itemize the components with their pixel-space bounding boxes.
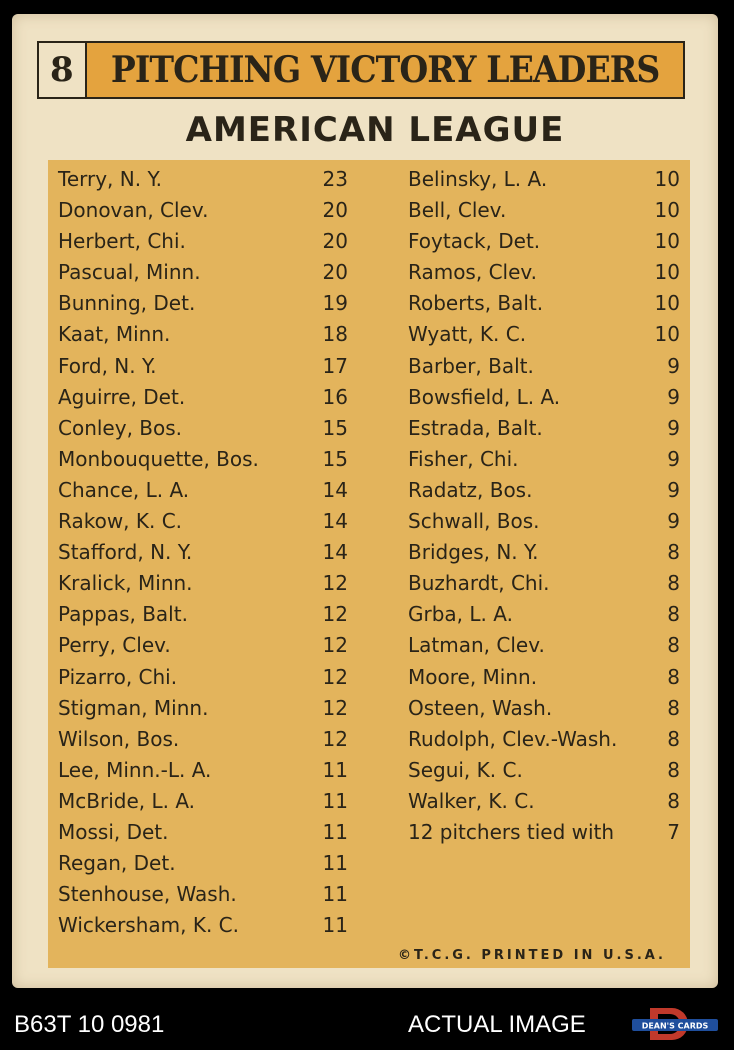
leader-row xyxy=(58,786,348,817)
pitcher-wins: 14 xyxy=(322,540,348,565)
pitcher-name: Pappas, Balt. xyxy=(58,602,188,627)
pitcher-wins: 19 xyxy=(322,291,348,316)
leader-row xyxy=(408,662,680,693)
pitcher-name: Aguirre, Det. xyxy=(58,384,186,409)
pitcher-name: Terry, N. Y. xyxy=(58,167,162,191)
pitcher-wins: 16 xyxy=(322,384,348,409)
card-id-caption: B63T 10 0981 xyxy=(14,1011,165,1038)
pitcher-name: Kralick, Minn. xyxy=(58,571,193,596)
pitcher-name: Roberts, Balt. xyxy=(408,291,544,316)
pitcher-name: Donovan, Clev. xyxy=(58,198,209,223)
copyright-text: ©T.C.G. PRINTED IN U.S.A. xyxy=(397,948,666,963)
pitcher-name: Barber, Balt. xyxy=(408,353,534,378)
pitcher-wins: 9 xyxy=(667,353,680,378)
pitcher-wins: 20 xyxy=(322,229,348,254)
leader-row xyxy=(58,755,348,786)
leader-row xyxy=(58,288,348,319)
pitcher-name: Bowsfield, L. A. xyxy=(408,384,561,409)
leader-row xyxy=(58,630,348,661)
pitcher-wins: 8 xyxy=(667,757,680,782)
leader-row xyxy=(408,724,680,755)
leader-row xyxy=(408,226,680,257)
pitcher-name: McBride, L. A. xyxy=(58,788,196,813)
pitcher-wins: 10 xyxy=(654,229,680,254)
leader-row xyxy=(58,226,348,257)
pitcher-wins: 9 xyxy=(667,477,680,502)
leader-row xyxy=(408,537,680,568)
pitcher-wins: 8 xyxy=(667,571,680,596)
leader-row xyxy=(408,413,680,444)
pitcher-wins: 11 xyxy=(322,851,348,876)
pitcher-wins: 9 xyxy=(667,384,680,409)
pitcher-name: Rudolph, Clev.-Wash. xyxy=(408,726,618,751)
leader-row xyxy=(408,351,680,382)
pitcher-name: Wyatt, K. C. xyxy=(408,322,527,347)
pitcher-wins: 15 xyxy=(322,446,348,471)
pitcher-name: Wilson, Bos. xyxy=(58,726,180,751)
leader-row xyxy=(58,444,348,475)
leader-row xyxy=(58,537,348,568)
league-title: AMERICAN LEAGUE xyxy=(185,110,565,150)
leader-row xyxy=(408,195,680,226)
pitcher-wins: 8 xyxy=(667,726,680,751)
pitcher-name: Bell, Clev. xyxy=(408,198,507,223)
pitcher-wins: 11 xyxy=(322,913,348,938)
pitcher-name: Buzhardt, Chi. xyxy=(408,571,550,596)
leader-row xyxy=(408,164,680,195)
pitcher-name: Stafford, N. Y. xyxy=(58,540,193,565)
leader-row xyxy=(58,319,348,350)
leader-row xyxy=(408,506,680,537)
pitcher-name: Rakow, K. C. xyxy=(58,509,183,534)
pitcher-name: Lee, Minn.-L. A. xyxy=(58,757,212,782)
pitcher-wins: 10 xyxy=(654,167,680,191)
leader-row xyxy=(58,599,348,630)
pitcher-name: Latman, Clev. xyxy=(408,633,545,658)
pitcher-wins: 12 xyxy=(322,695,348,720)
pitcher-wins: 20 xyxy=(322,198,348,223)
pitcher-name: Kaat, Minn. xyxy=(58,322,171,347)
leader-row xyxy=(58,382,348,413)
card-title: PITCHING VICTORY LEADERS xyxy=(110,49,660,91)
pitcher-name: Estrada, Balt. xyxy=(408,415,543,440)
pitcher-wins: 23 xyxy=(322,167,348,191)
pitcher-name: Grba, L. A. xyxy=(408,602,513,627)
leader-row xyxy=(408,257,680,288)
leaders-right-column xyxy=(408,164,680,848)
leader-row xyxy=(58,910,348,941)
pitcher-wins: 18 xyxy=(322,322,348,347)
leader-row xyxy=(408,693,680,724)
pitcher-name: Radatz, Bos. xyxy=(408,477,533,502)
pitcher-wins: 8 xyxy=(667,540,680,565)
pitcher-wins: 8 xyxy=(667,664,680,689)
leader-row xyxy=(408,319,680,350)
pitcher-wins: 9 xyxy=(667,509,680,534)
card-number: 8 xyxy=(39,43,87,97)
pitcher-wins: 11 xyxy=(322,788,348,813)
baseball-card-back xyxy=(12,14,718,988)
pitcher-wins: 8 xyxy=(667,633,680,658)
pitcher-wins: 12 xyxy=(322,633,348,658)
pitcher-wins: 14 xyxy=(322,477,348,502)
leaders-panel xyxy=(48,160,690,968)
pitcher-wins: 11 xyxy=(322,819,348,844)
leader-row xyxy=(58,351,348,382)
pitcher-wins: 12 xyxy=(322,726,348,751)
pitcher-wins: 8 xyxy=(667,788,680,813)
pitcher-name: Mossi, Det. xyxy=(58,819,169,844)
leader-row xyxy=(58,848,348,879)
pitcher-wins: 8 xyxy=(667,602,680,627)
pitcher-name: Herbert, Chi. xyxy=(58,229,186,254)
pitcher-wins: 10 xyxy=(654,260,680,285)
pitcher-wins: 15 xyxy=(322,415,348,440)
pitcher-name: Chance, L. A. xyxy=(58,477,190,502)
leader-row xyxy=(58,724,348,755)
pitcher-wins: 10 xyxy=(654,322,680,347)
leader-row xyxy=(408,382,680,413)
leader-row xyxy=(58,568,348,599)
card-header xyxy=(37,41,685,99)
pitcher-name: 12 pitchers tied with xyxy=(408,819,615,844)
leader-row xyxy=(58,506,348,537)
pitcher-wins: 17 xyxy=(322,353,348,378)
leader-row xyxy=(58,257,348,288)
pitcher-name: Wickersham, K. C. xyxy=(58,913,239,938)
leader-row xyxy=(408,444,680,475)
pitcher-name: Stigman, Minn. xyxy=(58,695,209,720)
leader-row xyxy=(58,164,348,195)
pitcher-wins: 10 xyxy=(654,291,680,316)
pitcher-name: Foytack, Det. xyxy=(408,229,541,254)
actual-image-caption: ACTUAL IMAGE xyxy=(408,1011,586,1038)
pitcher-wins: 9 xyxy=(667,446,680,471)
leaders-left-column xyxy=(58,164,348,941)
pitcher-wins: 20 xyxy=(322,260,348,285)
pitcher-name: Moore, Minn. xyxy=(408,664,538,689)
pitcher-name: Osteen, Wash. xyxy=(408,695,553,720)
leader-row xyxy=(58,413,348,444)
pitcher-name: Ford, N. Y. xyxy=(58,353,157,378)
pitcher-wins: 12 xyxy=(322,664,348,689)
pitcher-wins: 10 xyxy=(654,198,680,223)
leader-row xyxy=(408,786,680,817)
leader-row xyxy=(408,630,680,661)
pitcher-name: Pascual, Minn. xyxy=(58,260,201,285)
leader-row xyxy=(58,195,348,226)
pitcher-wins: 7 xyxy=(667,819,680,844)
leader-row xyxy=(408,568,680,599)
pitcher-wins: 11 xyxy=(322,882,348,907)
leader-row xyxy=(58,817,348,848)
pitcher-wins: 11 xyxy=(322,757,348,782)
pitcher-wins: 12 xyxy=(322,571,348,596)
logo-text: DEAN'S CARDS xyxy=(641,1021,709,1031)
pitcher-name: Conley, Bos. xyxy=(58,415,183,440)
pitcher-name: Fisher, Chi. xyxy=(408,446,519,471)
leader-row xyxy=(58,879,348,910)
leader-row xyxy=(408,475,680,506)
pitcher-name: Pizarro, Chi. xyxy=(58,664,178,689)
pitcher-name: Stenhouse, Wash. xyxy=(58,882,237,907)
pitcher-name: Walker, K. C. xyxy=(408,788,535,813)
leader-row xyxy=(58,662,348,693)
pitcher-wins: 8 xyxy=(667,695,680,720)
pitcher-wins: 14 xyxy=(322,509,348,534)
pitcher-name: Perry, Clev. xyxy=(58,633,171,658)
leader-row xyxy=(408,817,680,848)
pitcher-wins: 9 xyxy=(667,415,680,440)
pitcher-name: Segui, K. C. xyxy=(408,757,523,782)
pitcher-name: Belinsky, L. A. xyxy=(408,167,548,191)
pitcher-name: Ramos, Clev. xyxy=(408,260,538,285)
leader-row xyxy=(408,288,680,319)
pitcher-name: Bridges, N. Y. xyxy=(408,540,539,565)
leader-row xyxy=(408,599,680,630)
leader-row xyxy=(408,755,680,786)
pitcher-name: Bunning, Det. xyxy=(58,291,196,316)
pitcher-wins: 12 xyxy=(322,602,348,627)
deans-cards-logo xyxy=(630,1004,720,1044)
pitcher-name: Monbouquette, Bos. xyxy=(58,446,259,471)
pitcher-name: Schwall, Bos. xyxy=(408,509,540,534)
leader-row xyxy=(58,693,348,724)
pitcher-name: Regan, Det. xyxy=(58,851,176,876)
leader-row xyxy=(58,475,348,506)
